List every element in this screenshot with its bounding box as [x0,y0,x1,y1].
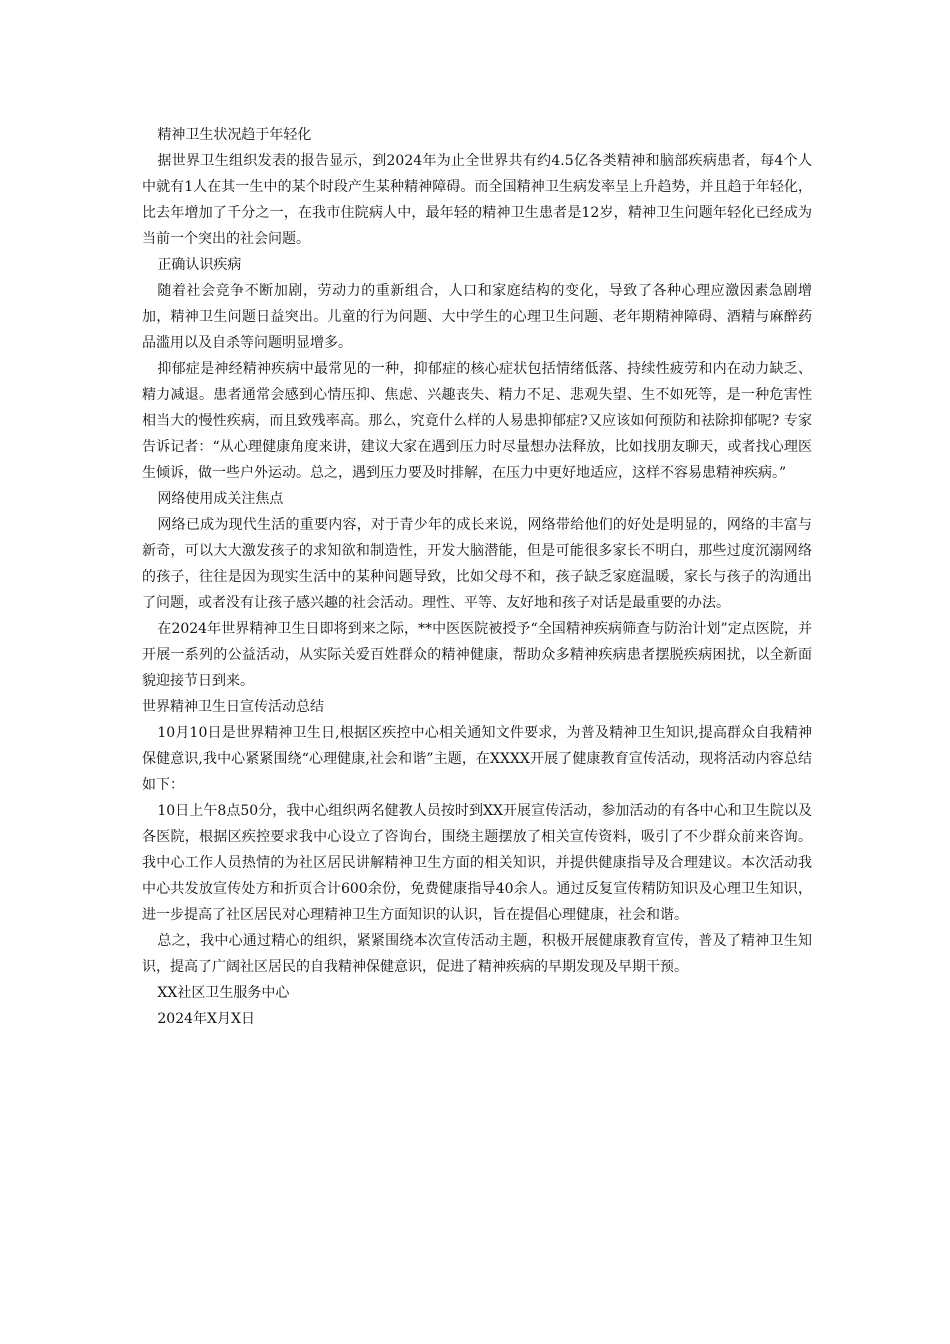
paragraph-social-pressure: 随着社会竞争不断加剧，劳动力的重新组合，人口和家庭结构的变化，导致了各种心理应激因素急剧增加，精神卫生问题日益突出。儿童的行为问题、大中学生的心理卫生问题、老年期精神障碍、酒精与麻醉药品滥用以及自杀等问题明显增多。 [142,283,812,351]
signature-date: 2024年X月X日 [157,1011,255,1027]
paragraph-mental-health-day: 10月10日是世界精神卫生日,根据区疾控中心相关通知文件要求，为普及精神卫生知识,提高群众自我精神保健意识,我中心紧紧围绕“心理健康,社会和谐”主题，在XXXX开展了健康教育宣传活动，现将活动内容总结如下： [142,725,812,793]
signature-organization: XX社区卫生服务中心 [157,985,290,1001]
paragraph-event-details: 10日上午8点50分，我中心组织两名健教人员按时到XX开展宣传活动，参加活动的有各中心和卫生院以及各医院，根据区疾控要求我中心设立了咨询台，围绕主题摆放了相关宣传资料，吸引了不少群众前来咨询。我中心工作人员热情的为社区居民讲解精神卫生方面的相关知识，并提供健康指导及合理建议。本次活动我中心共发放宣传处方和折页合计600余份，免费健康指导40余人。通过反复宣传精防知识及心理卫生知识，进一步提高了社区居民对心理精神卫生方面知识的认识，旨在提倡心理健康，社会和谐。 [142,803,812,923]
section-heading-youth-trend: 精神卫生状况趋于年轻化 [157,127,312,143]
paragraph-hospital-designation: 在2024年世界精神卫生日即将到来之际，**中医医院被授予“全国精神疾病筛查与防治计划”定点医院，并开展一系列的公益活动，从实际关爱百姓群众的精神健康，帮助众多精神疾病患者摆脱疾病困扰，以全新面貌迎接节日到来。 [142,621,812,689]
section-heading-activity-summary: 世界精神卫生日宣传活动总结 [142,699,324,715]
document-body [142,122,812,1032]
section-heading-internet-use: 网络使用成关注焦点 [157,491,284,507]
paragraph-conclusion: 总之，我中心通过精心的组织，紧紧围绕本次宣传活动主题，积极开展健康教育宣传，普及了精神卫生知识，提高了广阔社区居民的自我精神保健意识，促进了精神疾病的早期发现及早期干预。 [142,933,812,975]
section-heading-understand-disease: 正确认识疾病 [157,257,242,273]
paragraph-who-report: 据世界卫生组织发表的报告显示，到2024年为止全世界共有约4.5亿各类精神和脑部疾病患者，每4个人中就有1人在其一生中的某个时段产生某种精神障碍。而全国精神卫生病发率呈上升趋势，并且趋于年轻化，比去年增加了千分之一，在我市住院病人中，最年轻的精神卫生患者是12岁，精神卫生问题年轻化已经成为当前一个突出的社会问题。 [142,153,812,247]
paragraph-depression: 抑郁症是神经精神疾病中最常见的一种，抑郁症的核心症状包括情绪低落、持续性疲劳和内在动力缺乏、精力减退。患者通常会感到心情压抑、焦虑、兴趣丧失、精力不足、悲观失望、生不如死等，是一种危害性相当大的慢性疾病，而且致残率高。那么，究竟什么样的人易患抑郁症?又应该如何预防和祛除抑郁呢? 专家告诉记者：“从心理健康角度来讲，建议大家在遇到压力时尽量想办法释放，比如找朋友聊天，或者找心理医生倾诉，做一些户外运动。总之，遇到压力要及时排解，在压力中更好地适应，这样不容易患精神疾病。” [142,361,812,481]
paragraph-internet-youth: 网络已成为现代生活的重要内容，对于青少年的成长来说，网络带给他们的好处是明显的，网络的丰富与新奇，可以大大激发孩子的求知欲和制造性，开发大脑潜能，但是可能很多家长不明白，那些过度沉溺网络的孩子，往往是因为现实生活中的某种问题导致，比如父母不和，孩子缺乏家庭温暖，家长与孩子的沟通出了问题，或者没有让孩子感兴趣的社会活动。理性、平等、友好地和孩子对话是最重要的办法。 [142,517,812,611]
